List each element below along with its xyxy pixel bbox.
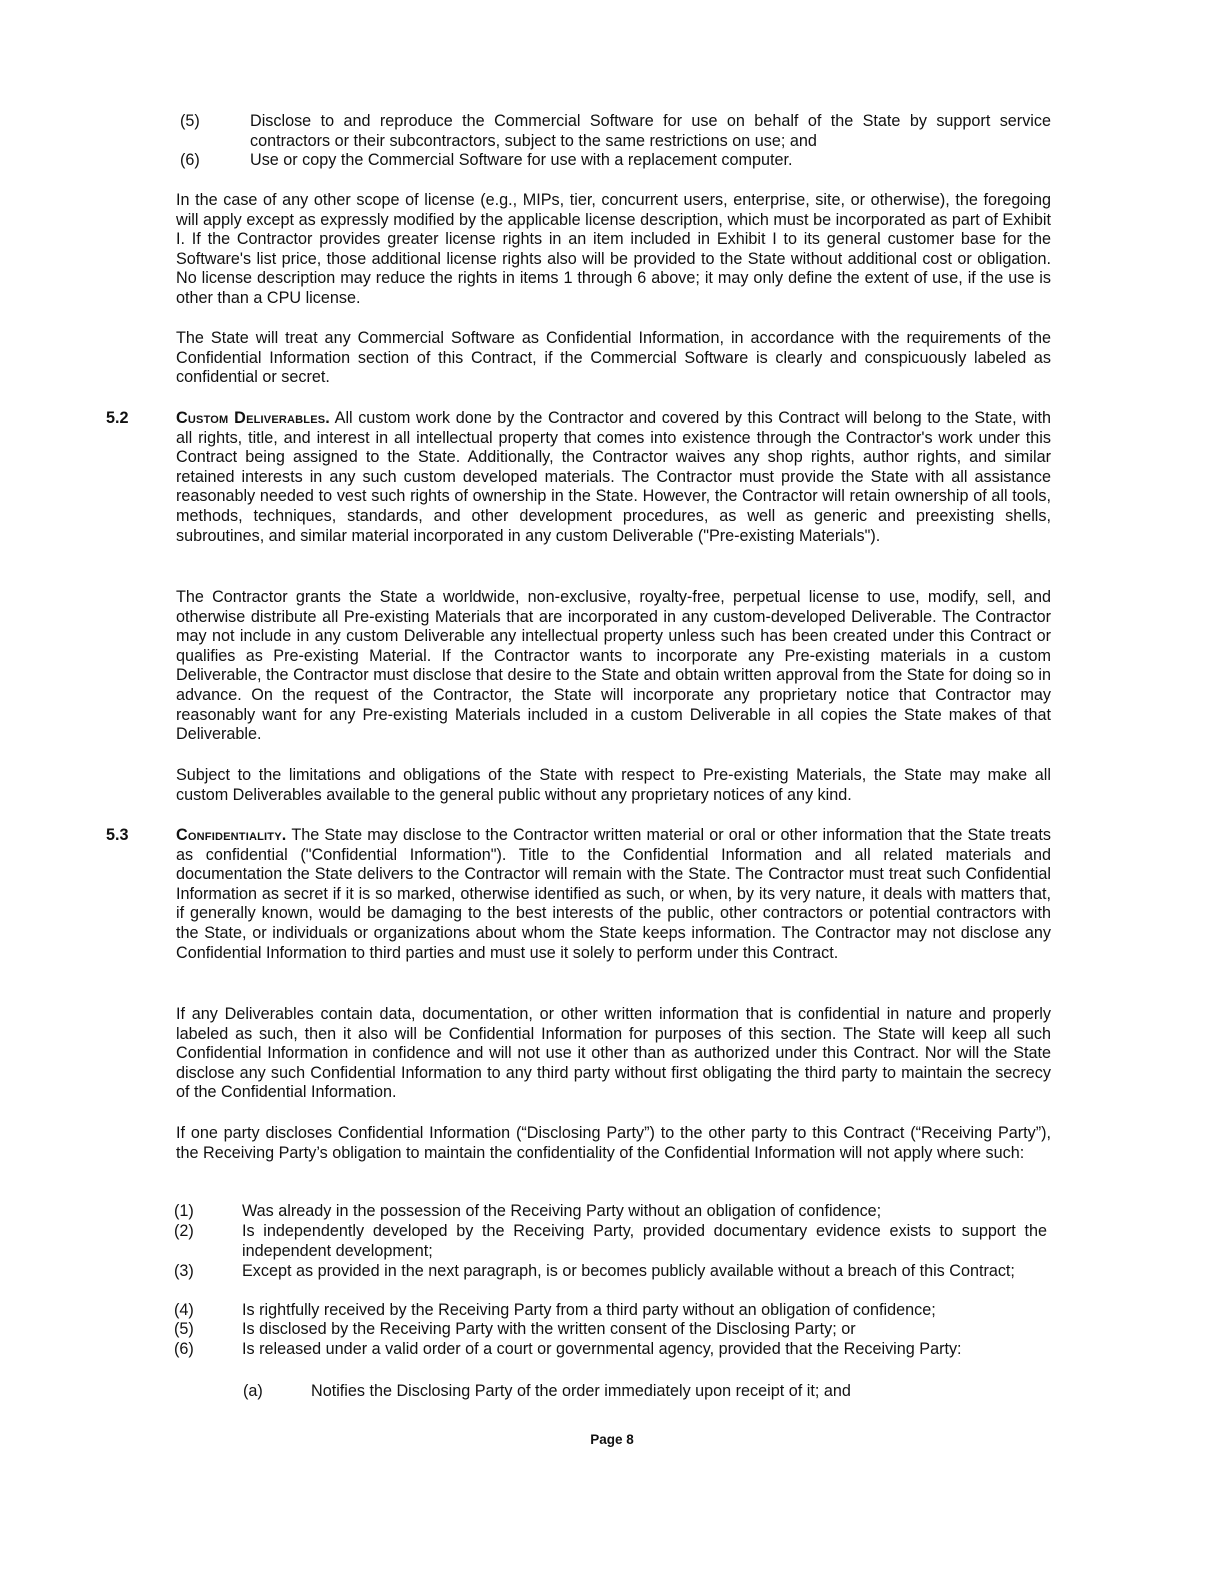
list-item: [174, 1222, 1047, 1261]
list-item: [174, 1262, 1047, 1282]
list-item-number: (3): [174, 1262, 194, 1280]
list-item-number: (5): [180, 112, 200, 130]
section-5-2-paragraph-3: Subject to the limitations and obligations of the State with respect to Pre-existing Materials, the State may make all custom Deliverables available to the general public without any proprietary notices of any kind.: [176, 766, 1051, 804]
list-item-text: Is independently developed by the Receiving Party, provided documentary evidence exists to support the independent development;: [242, 1222, 1047, 1260]
section-text: All custom work done by the Contractor and covered by this Contract will belong to the State, with all rights, title, and interest in all intellectual property that comes into existence through the Contractor's work under this Contract being assigned to the State. Additionally, the Contractor waives any shop rights, author rights, and similar retained interests in any such custom developed materials. The Contractor must provide the State with all assistance reasonably needed to vest such rights of ownership in the State. However, the Contractor will retain ownership of all tools, methods, techniques, standards, and other development procedures, as well as generic and preexisting shells, subroutines, and similar material incorporated in any custom Deliverable ("Pre-existing Materials").: [176, 409, 1052, 545]
list-item-text: Except as provided in the next paragraph, is or becomes publicly available without a breach of this Contract;: [242, 1262, 1015, 1280]
list-item: [180, 151, 1051, 171]
list-item-number: (5): [174, 1320, 194, 1338]
section-5-2-paragraph-1: [176, 409, 1051, 546]
section-title: Custom Deliverables.: [176, 409, 330, 427]
section-5-2-paragraph-2: The Contractor grants the State a worldwide, non-exclusive, royalty-free, perpetual license to use, modify, sell, and otherwise distribute all Pre-existing Materials that are incorporated in any custom-developed Deliverable. The Contractor may not include in any custom Deliverable any intellectual property unless such has been created under this Contract or qualifies as Pre-existing Material. If the Contractor wants to incorporate any Pre-existing materials in a custom Deliverable, the Contractor must disclose that desire to the State and obtain written approval from the State for doing so in advance. On the request of the Contractor, the State will incorporate any proprietary notice that Contractor may reasonably want for any Pre-existing Materials included in a custom Deliverable in all copies the State makes of that Deliverable.: [176, 588, 1051, 744]
section-5-3-paragraph-2: If any Deliverables contain data, documentation, or other written information that is confidential in nature and properly labeled as such, then it also will be Confidential Information for purposes of this section. The State will keep all such Confidential Information in confidence and will not use it other than as authorized under this Contract. Nor will the State disclose any such Confidential Information to any third party without first obligating the third party to maintain the secrecy of the Confidential Information.: [176, 1005, 1051, 1102]
paragraph-license-scope: In the case of any other scope of license (e.g., MIPs, tier, concurrent users, enterprise, site, or otherwise), the foregoing will apply except as expressly modified by the applicable license description, which must be incorporated as part of Exhibit I. If the Contractor provides greater license rights in an item included in Exhibit I to its general customer base for the Software's list price, those additional license rights also will be provided to the State without additional cost or obligation. No license description may reduce the rights in items 1 through 6 above; it may only define the extent of use, if the use is other than a CPU license.: [176, 191, 1051, 307]
sublist-item: [243, 1382, 1047, 1402]
page-number: Page 8: [590, 1432, 634, 1447]
list-item: [180, 112, 1051, 151]
section-5-3-paragraph-3: If one party discloses Confidential Information (“Disclosing Party”) to the other party to this Contract (“Receiving Party”), the Receiving Party’s obligation to maintain the confidentiality of the Confidential Information will not apply where such:: [176, 1124, 1051, 1162]
section-5-3-paragraph-1: [176, 826, 1051, 963]
list-item: [174, 1320, 1047, 1340]
section-number: 5.2: [106, 409, 129, 427]
list-item-text: Notifies the Disclosing Party of the order immediately upon receipt of it; and: [311, 1382, 851, 1400]
section-text: The State may disclose to the Contractor written material or oral or other information that the State treats as confidential ("Confidential Information"). Title to the Confidential Information and all related materials and documentation the State delivers to the Contractor will remain with the State. The Contractor must treat such Confidential Information as secret if it is so marked, otherwise identified as such, or when, by its very nature, it deals with matters that, if generally known, would be damaging to the best interests of the public, other contractors or potential contractors with the State, or individuals or organizations about whom the State keeps information. The Contractor may not disclose any Confidential Information to third parties and must use it solely to perform under this Contract.: [176, 826, 1051, 962]
paragraph-commercial-software-confidential: The State will treat any Commercial Software as Confidential Information, in accordance with the requirements of the Confidential Information section of this Contract, if the Commercial Software is clearly and conspicuously labeled as confidential or secret.: [176, 329, 1051, 387]
list-item-text: Is rightfully received by the Receiving Party from a third party without an obligation of confidence;: [242, 1301, 936, 1319]
section-number: 5.3: [106, 826, 129, 844]
list-item-text: Was already in the possession of the Receiving Party without an obligation of confidence;: [242, 1202, 882, 1220]
list-item-number: (a): [243, 1382, 263, 1400]
list-item-number: (2): [174, 1222, 194, 1240]
list-item-text: Use or copy the Commercial Software for use with a replacement computer.: [250, 151, 793, 169]
list-item: [174, 1301, 1047, 1321]
section-title: Confidentiality.: [176, 826, 287, 844]
list-item-text: Is released under a valid order of a court or governmental agency, provided that the Receiving Party:: [242, 1340, 962, 1358]
list-item-text: Is disclosed by the Receiving Party with the written consent of the Disclosing Party; or: [242, 1320, 856, 1338]
list-item-text: Disclose to and reproduce the Commercial Software for use on behalf of the State by support service contractors or their subcontractors, subject to the same restrictions on use; and: [250, 112, 1051, 150]
list-item: [174, 1202, 1047, 1222]
list-item-number: (6): [174, 1340, 194, 1358]
list-item: [174, 1340, 1047, 1360]
list-item-number: (4): [174, 1301, 194, 1319]
list-item-number: (1): [174, 1202, 194, 1220]
list-item-number: (6): [180, 151, 200, 169]
